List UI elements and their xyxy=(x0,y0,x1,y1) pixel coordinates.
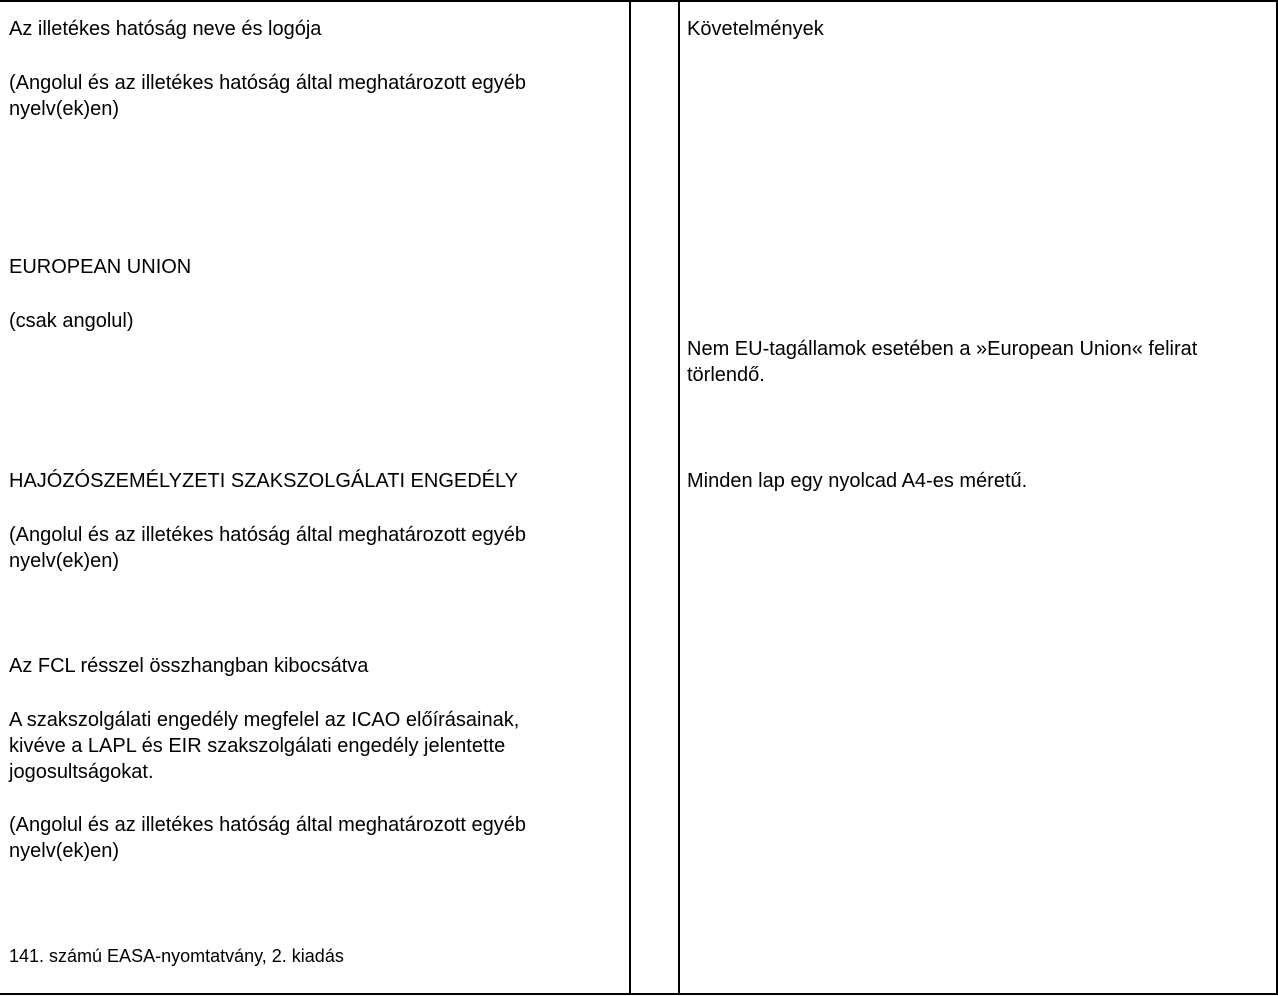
spacer-cell xyxy=(629,0,680,995)
icao-compliance-statement: A szakszolgálati engedély megfelel az ICAO előírásainak, kivéve a LAPL és EIR szakszolgálati engedély jelentette jogosultságokat. xyxy=(9,709,520,783)
european-union-label: EUROPEAN UNION xyxy=(9,256,192,278)
authority-name-label: Az illetékes hatóság neve és logója xyxy=(9,18,322,40)
issued-statement: Az FCL résszel összhangban kibocsátva xyxy=(9,655,369,677)
authority-language-note: (Angolul és az illetékes hatóság által meghatározott egyéb nyelv(ek)en) xyxy=(9,72,526,120)
page-size-note: Minden lap egy nyolcad A4-es méretű. xyxy=(687,470,1028,492)
eu-deletion-note: Nem EU-tagállamok esetében a »European Union« felirat törlendő. xyxy=(687,338,1198,386)
icao-language-note: (Angolul és az illetékes hatóság által meghatározott egyéb nyelv(ek)en) xyxy=(9,814,526,862)
requirements-heading: Követelmények xyxy=(687,18,824,40)
eu-language-note: (csak angolul) xyxy=(9,310,134,332)
right-cell xyxy=(678,0,1278,995)
licence-language-note: (Angolul és az illetékes hatóság által meghatározott egyéb nyelv(ek)en) xyxy=(9,524,526,572)
form-reference: 141. számú EASA-nyomtatvány, 2. kiadás xyxy=(9,946,344,966)
licence-title: HAJÓZÓSZEMÉLYZETI SZAKSZOLGÁLATI ENGEDÉLY xyxy=(9,470,518,492)
